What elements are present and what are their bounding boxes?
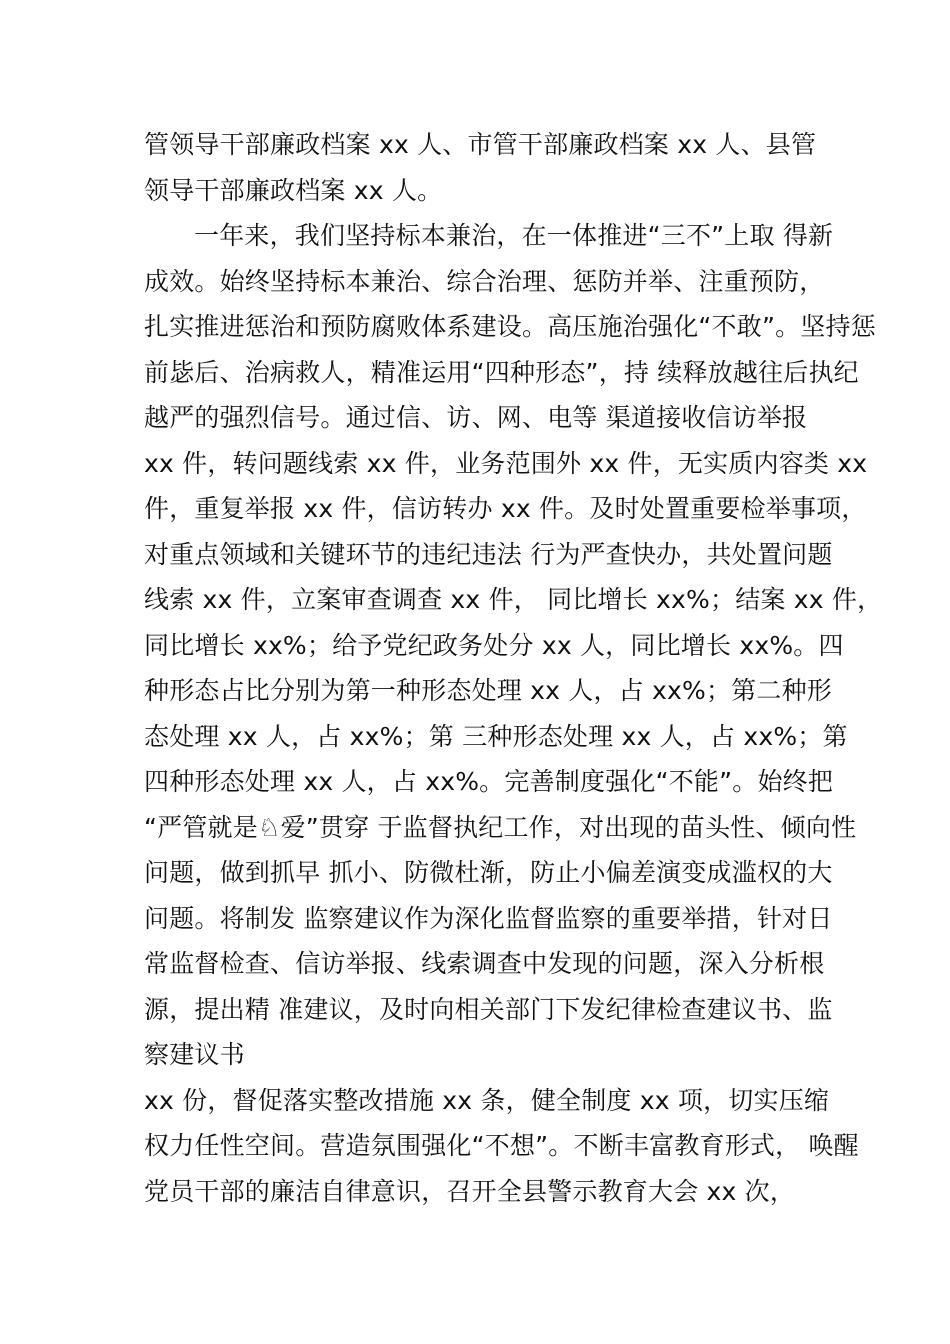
document-body xyxy=(144,122,883,1214)
text-line: xx 份，督促落实整改措施 xx 条，健全制度 xx 项，切实压缩 xyxy=(144,1085,830,1115)
text-line: 问题，做到抓早 抓小、防微杜渐，防止小偏差演变成滥权的大 xyxy=(144,858,833,887)
text-line: 线索 xx 件，立案审查调查 xx 件， 同比增长 xx%；结案 xx 件， xyxy=(144,585,883,614)
text-line: 态处理 xx 人，占 xx%；第 三种形态处理 xx 人，占 xx%；第 xyxy=(144,721,848,751)
text-line: 管领导干部廉政档案 xx 人、市管干部廉政档案 xx 人、县管 xyxy=(144,130,817,159)
text-line: 领导干部廉政档案 xx 人。 xyxy=(144,175,443,205)
text-line: “严管就是♘爱”贯穿 于监督执纪工作，对出现的苗头性、倾向性 xyxy=(144,812,857,842)
text-line: 对重点领域和关键环节的违纪违法 行为严查快办，共处置问题 xyxy=(144,539,833,569)
text-line: 同比增长 xx%；给予党纪政务处分 xx 人，同比增长 xx%。四 xyxy=(144,630,844,660)
text-line: 成效。始终坚持标本兼治、综合治理、惩防并举、注重预防， xyxy=(144,266,825,296)
text-line: 常监督检查、信访举报、线索调查中发现的问题，深入分析根 xyxy=(144,949,825,978)
text-line: 种形态占比分别为第一种形态处理 xx 人，占 xx%；第二种形 xyxy=(144,676,832,705)
text-line: 件，重复举报 xx 件，信访转办 xx 件。及时处置重要检举事项， xyxy=(144,494,867,523)
text-line: 前毖后、治病救人，精准运用“四种形态”，持 续释放越往后执纪 xyxy=(144,357,859,387)
text-line: 权力任性空间。营造氛围强化“不想”。不断丰富教育形式， 唤醒 xyxy=(144,1131,859,1160)
paragraph-first-line: 一年来，我们坚持标本兼治，在一体推进“三不”上取 得新 xyxy=(194,221,834,250)
text-line: 四种形态处理 xx 人，占 xx%。完善制度强化“不能”。始终把 xyxy=(144,767,834,796)
text-line: 党员干部的廉洁自律意识，召开全县警示教育大会 xx 次， xyxy=(144,1176,796,1206)
text-line: xx 件，转问题线索 xx 件，业务范围外 xx 件，无实质内容类 xx xyxy=(144,448,868,478)
text-line: 问题。将制发 监察建议作为深化监督监察的重要举措，针对日 xyxy=(144,903,833,933)
text-line: 源，提出精 准建议，及时向相关部门下发纪律检查建议书、监 xyxy=(144,994,833,1024)
text-line: 扎实推进惩治和预防腐败体系建设。高压施治强化“不敢”。坚持惩 xyxy=(144,312,876,341)
text-line: 察建议书 xyxy=(144,1040,245,1069)
text-line: 越严的强烈信号。通过信、访、网、电等 渠道接收信访举报 xyxy=(144,403,808,432)
